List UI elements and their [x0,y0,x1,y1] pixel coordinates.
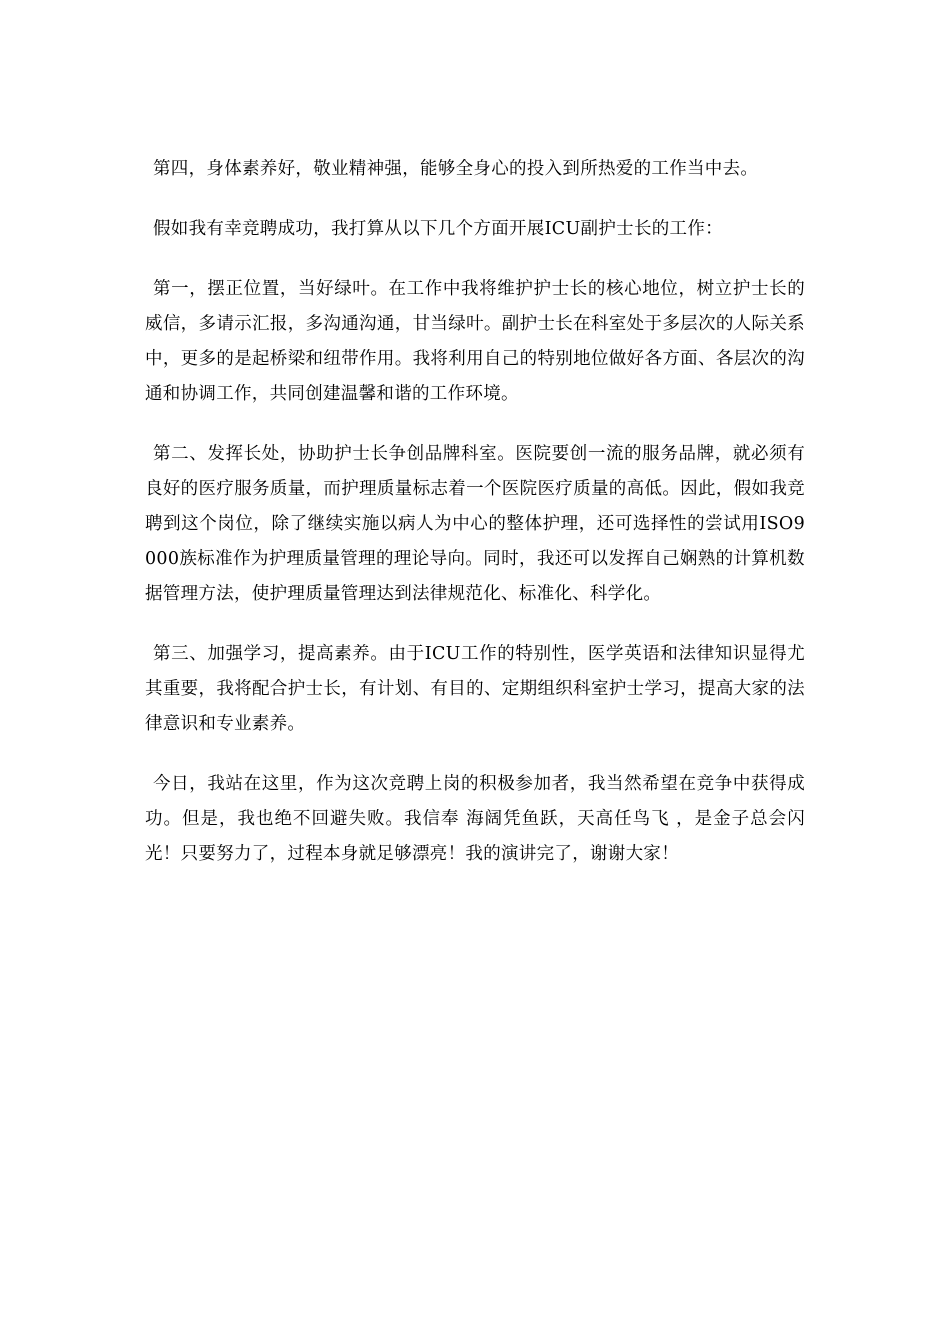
paragraph-point-three: 第三、加强学习，提高素养。由于ICU工作的特别性，医学英语和法律知识显得尤其重要，我将配合护士长，有计划、有目的、定期组织科室护士学习，提高大家的法律意识和专业素养。 [145,644,805,734]
paragraph-point-two: 第二、发挥长处，协助护士长争创品牌科室。医院要创一流的服务品牌，就必须有良好的医疗服务质量，而护理质量标志着一个医院医疗质量的高低。因此，假如我竞聘到这个岗位，除了继续实施以病人为中心的整体护理，还可选择性的尝试用ISO9000族标准作为护理质量管理的理论导向。同时，我还可以发挥自己娴熟的计算机数据管理方法，使护理质量管理达到法律规范化、标准化、科学化。 [145,444,805,604]
paragraph-physical-quality: 第四，身体素养好，敬业精神强，能够全身心的投入到所热爱的工作当中去。 [153,159,759,179]
paragraph-work-plan-intro: 假如我有幸竞聘成功，我打算从以下几个方面开展ICU副护士长的工作： [153,219,723,239]
document-body [145,152,805,897]
paragraph-closing: 今日，我站在这里，作为这次竞聘上岗的积极参加者，我当然希望在竞争中获得成功。但是，我也绝不回避失败。我信奉 海阔凭鱼跃，天高任鸟飞 ，是金子总会闪光！只要努力了，过程本身就足够漂亮！我的演讲完了，谢谢大家！ [145,774,805,864]
paragraph-point-one: 第一，摆正位置，当好绿叶。在工作中我将维护护士长的核心地位，树立护士长的威信，多请示汇报，多沟通沟通，甘当绿叶。副护士长在科室处于多层次的人际关系中，更多的是起桥梁和纽带作用。我将利用自己的特别地位做好各方面、各层次的沟通和协调工作，共同创建温馨和谐的工作环境。 [145,279,805,404]
